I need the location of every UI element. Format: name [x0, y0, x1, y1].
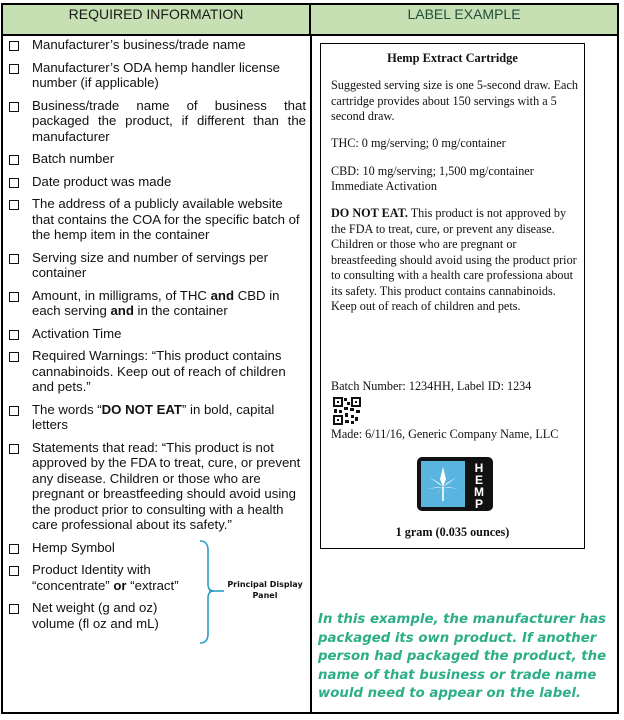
header-left-text: REQUIRED INFORMATION — [68, 6, 244, 22]
pdp-line1: Principal Display — [227, 580, 303, 589]
checkbox-icon[interactable] — [8, 196, 22, 243]
list-item[interactable] — [8, 196, 306, 243]
text-part: Amount, in milligrams, of THC — [32, 287, 211, 303]
checkbox-icon[interactable] — [8, 326, 22, 342]
list-item[interactable] — [8, 402, 306, 433]
item-text: Manufacturer’s ODA hemp handler license number (if applicable) — [32, 59, 281, 90]
item-text: Manufacturer’s business/trade name — [32, 37, 246, 52]
list-item[interactable] — [8, 37, 306, 53]
list-item[interactable] — [8, 326, 306, 342]
bold-and: and — [110, 303, 134, 318]
list-item[interactable] — [8, 250, 306, 281]
text-part: CBD in each serving — [32, 287, 280, 318]
hemp-symbol-icon — [417, 457, 493, 511]
brace-icon — [196, 540, 226, 644]
item-text: Serving size and number of servings per container — [32, 249, 269, 280]
checkbox-icon[interactable] — [8, 151, 22, 167]
item-text: Required Warnings: “This product contains cannabinoids. Keep out of reach of children and pets.” — [32, 348, 286, 394]
item-text: Activation Time — [32, 325, 122, 341]
checkbox-icon[interactable] — [8, 402, 22, 433]
svg-text:M: M — [474, 485, 484, 499]
warning-rest: This product is not approved by the FDA to treat, cure, or prevent any disease. Children or those who are pregnant or breastfeeding should avoid using the product prior to consulting with a health care professiona about its safety. This product contains cannabinoids. Keep out of reach of children and pets. — [331, 206, 577, 313]
column-divider — [310, 36, 312, 712]
serving-info: Suggested serving size is one 5-second draw. Each cartridge provides about 150 servings with a 5 second draw. — [331, 78, 578, 123]
item-text — [32, 402, 306, 433]
list-item[interactable] — [8, 151, 306, 167]
checkbox-icon[interactable] — [8, 60, 22, 91]
qr-code-icon — [333, 397, 361, 425]
item-text: Statements that read: “This product is not approved by the FDA to treat, cure, or prevent any disease. Children or those who are pregnant or breastfeeding should avoid using the product prior to consulting with a health care professional about its safety.” — [32, 439, 301, 532]
svg-text:H: H — [474, 461, 484, 475]
item-text: Date product was made — [32, 173, 172, 189]
item-text — [32, 288, 306, 319]
batch-info: Batch Number: 1234HH, Label ID: 1234 — [331, 379, 532, 393]
checkbox-icon[interactable] — [8, 98, 22, 145]
explanatory-note: In this example, the manufacturer has packaged its own product. If another person had packaged the product, the name of that business or trade name would need to appear on the label. — [318, 612, 607, 701]
list-item[interactable] — [8, 60, 306, 91]
bold-do-not-eat: DO NOT EAT — [101, 401, 182, 417]
checkbox-icon[interactable] — [8, 562, 22, 593]
svg-text:P: P — [474, 497, 484, 511]
checkbox-icon[interactable] — [8, 348, 22, 395]
header-label-example — [311, 5, 617, 36]
list-item[interactable] — [8, 600, 178, 631]
list-item[interactable] — [8, 348, 306, 395]
list-item[interactable] — [8, 562, 198, 593]
checkbox-icon[interactable] — [8, 288, 22, 319]
svg-text:E: E — [474, 473, 484, 487]
list-item[interactable] — [8, 174, 306, 190]
label-example — [320, 43, 585, 549]
do-not-eat-bold: DO NOT EAT. — [331, 206, 408, 220]
item-text: The address of a publicly available website that contains the COA for the specific batch of the hemp item in the container — [32, 196, 300, 242]
header-required-information — [3, 5, 311, 36]
list-item[interactable] — [8, 288, 306, 319]
item-text: Hemp Symbol — [32, 539, 115, 555]
list-item[interactable] — [8, 540, 306, 556]
text-part: “extract” — [126, 577, 179, 593]
list-item[interactable] — [8, 440, 306, 533]
cbd-info: CBD: 10 mg/serving; 1,500 mg/container — [331, 164, 534, 178]
item-text: Business/trade name of business that packaged the product, if different than the manufacturer — [32, 97, 306, 144]
thc-info: THC: 0 mg/serving; 0 mg/container — [331, 136, 506, 150]
pdp-line2: Panel — [252, 591, 278, 600]
item-text — [32, 562, 198, 593]
net-weight: 1 gram (0.035 ounces) — [395, 525, 510, 539]
product-title: Hemp Extract Cartridge — [387, 51, 518, 65]
list-item[interactable] — [8, 98, 306, 145]
text-part: The words “ — [32, 401, 102, 417]
activation-info: Immediate Activation — [331, 179, 437, 193]
item-text: Batch number — [32, 151, 115, 166]
warning-text — [331, 206, 578, 315]
bold-or: or — [113, 577, 127, 593]
text-part: ” in bold, capital letters — [32, 401, 275, 432]
text-part: Product Identity with “concentrate” — [32, 562, 151, 593]
checkbox-icon[interactable] — [8, 174, 22, 190]
text-part: in the container — [133, 303, 228, 318]
checkbox-icon[interactable] — [8, 600, 22, 631]
checkbox-icon[interactable] — [8, 540, 22, 556]
checkbox-icon[interactable] — [8, 440, 22, 533]
made-info: Made: 6/11/16, Generic Company Name, LLC — [331, 427, 559, 441]
bold-and: and — [210, 287, 235, 303]
checkbox-icon[interactable] — [8, 250, 22, 281]
principal-display-panel-label — [224, 579, 306, 601]
item-text: Net weight (g and oz) volume (fl oz and mL) — [32, 600, 159, 631]
header-right-text: LABEL EXAMPLE — [407, 6, 521, 22]
checkbox-icon[interactable] — [8, 37, 22, 53]
required-info-list — [8, 37, 306, 638]
